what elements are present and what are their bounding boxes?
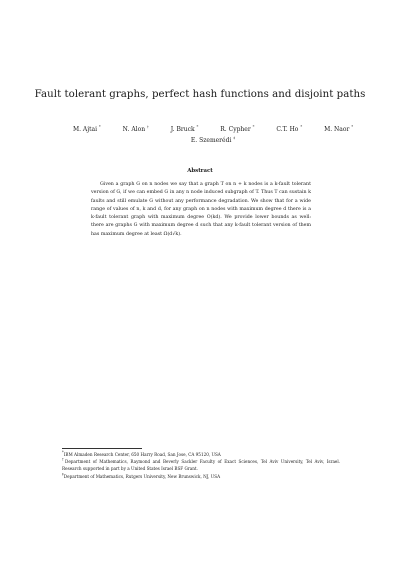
footnote-text: Department of Mathematics, Rutgers University, New Brunswick, NJ, USA xyxy=(63,473,221,479)
author-list xyxy=(62,124,364,146)
author-affiliation-mark: * xyxy=(196,125,199,129)
author-affiliation-mark: * xyxy=(351,125,354,129)
author-name: N. Alon xyxy=(122,126,146,133)
footnote-mark: ‡ xyxy=(62,472,64,477)
author-affiliation-mark: * xyxy=(98,125,101,129)
footnote xyxy=(62,473,340,480)
author xyxy=(73,124,101,135)
author-name: M. Naor xyxy=(324,126,350,133)
abstract-heading: Abstract xyxy=(187,168,213,174)
author-affiliation-mark: ‡ xyxy=(233,136,236,140)
author xyxy=(123,124,149,135)
author-name: C.T. Ho xyxy=(276,126,299,133)
author xyxy=(276,124,302,135)
footnote xyxy=(62,451,340,458)
footnote-divider xyxy=(62,448,142,449)
footnote-text: Department of Mathematics, Raymond and Beverly Sackler Faculty of Exact Sciences, Tel Aviv University, Tel Aviv, Israel. Research supported in part by a United States Israel BSF Grant. xyxy=(62,459,341,472)
paper-title: Fault tolerant graphs, perfect hash functions and disjoint paths xyxy=(34,89,366,100)
footnote-list xyxy=(62,451,340,480)
author-name: M. Ajtai xyxy=(72,126,98,133)
author-affiliation-mark: † xyxy=(147,125,149,129)
author-name: R. Cypher xyxy=(220,126,251,133)
footnote-mark: † xyxy=(62,457,65,462)
author-name: E. Szemerédi xyxy=(190,137,232,144)
author xyxy=(220,124,254,135)
author xyxy=(324,124,353,135)
author xyxy=(191,135,235,146)
footnote-text: IBM Almaden Research Center, 650 Harry Road, San Jose, CA 95120, USA xyxy=(63,452,221,457)
author xyxy=(171,124,199,135)
author-affiliation-mark: * xyxy=(300,125,303,129)
author-name: J. Bruck xyxy=(170,126,195,133)
footnote xyxy=(62,458,340,472)
footnote-mark: * xyxy=(62,450,64,455)
author-affiliation-mark: * xyxy=(252,125,255,129)
abstract-text: Given a graph G on n nodes we say that a graph T on n + k nodes is a k-fault tolerant version of G, if we can embed G in any n node induced subgraph of T. Thus T can sustain k faults and still emulate G without any performance degradation. We show that for a wide range of values of n, k and d, for any graph on n nodes with maximum degree d there is a k-fault tolerant graph with maximum degree O(kd). We provide lower bounds as well: there are graphs G with maximum degree d such that any k-fault tolerant version of them has maximum degree at least Ω(d√k). xyxy=(91,182,311,237)
